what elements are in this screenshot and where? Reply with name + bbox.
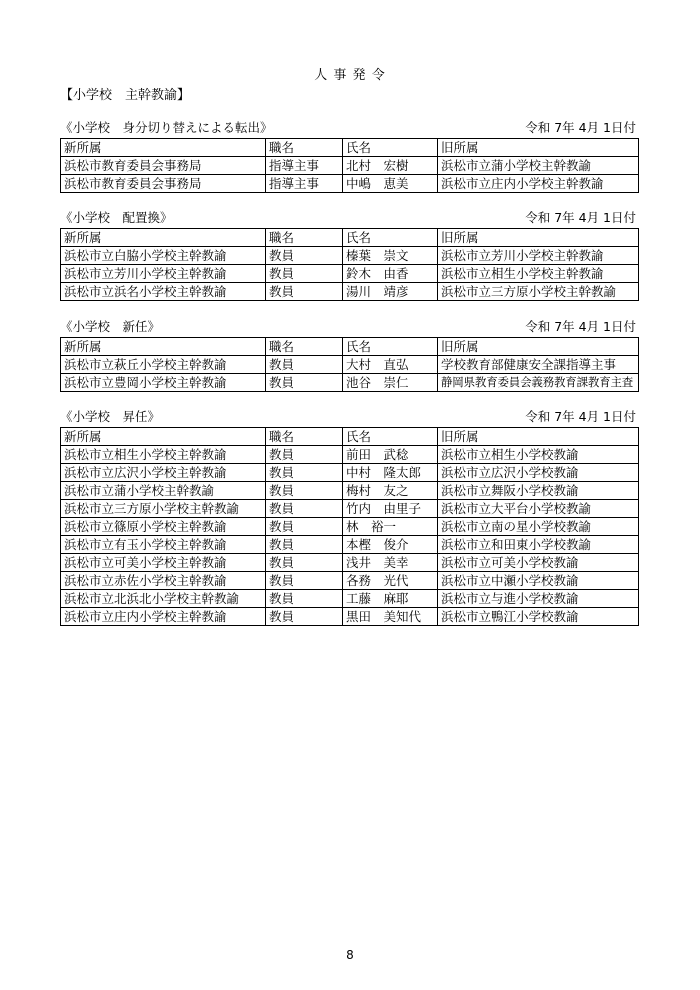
position-cell: 指導主事 (266, 175, 343, 193)
former-affiliation-cell: 浜松市立蒲小学校主幹教諭 (438, 157, 639, 175)
section-promotion (60, 409, 638, 626)
section-date: 令和 7年 4月 1日付 (525, 120, 636, 135)
table-row (61, 500, 639, 518)
position-cell: 教員 (266, 536, 343, 554)
new-affiliation-cell: 浜松市立萩丘小学校主幹教諭 (61, 356, 266, 374)
column-header: 氏名 (343, 338, 438, 356)
position-cell: 指導主事 (266, 157, 343, 175)
name-cell: 林 裕一 (343, 518, 438, 536)
table-row (61, 536, 639, 554)
new-affiliation-cell: 浜松市立三方原小学校主幹教諭 (61, 500, 266, 518)
section-title: 《小学校 配置換》 (60, 210, 173, 225)
name-cell: 工藤 麻耶 (343, 590, 438, 608)
position-cell: 教員 (266, 247, 343, 265)
former-affiliation-cell: 浜松市立和田東小学校教諭 (438, 536, 639, 554)
name-cell: 池谷 崇仁 (343, 374, 438, 392)
former-affiliation-cell: 浜松市立芳川小学校主幹教諭 (438, 247, 639, 265)
column-header: 新所属 (61, 229, 266, 247)
position-cell: 教員 (266, 608, 343, 626)
new-affiliation-cell: 浜松市立浜名小学校主幹教諭 (61, 283, 266, 301)
column-header: 新所属 (61, 428, 266, 446)
new-affiliation-cell: 浜松市立篠原小学校主幹教諭 (61, 518, 266, 536)
column-header: 氏名 (343, 229, 438, 247)
new-affiliation-cell: 浜松市立豊岡小学校主幹教諭 (61, 374, 266, 392)
former-affiliation-cell: 浜松市立相生小学校主幹教諭 (438, 265, 639, 283)
personnel-table (60, 337, 639, 392)
column-header: 新所属 (61, 338, 266, 356)
former-affiliation-cell: 学校教育部健康安全課指導主事 (438, 356, 639, 374)
name-cell: 竹内 由里子 (343, 500, 438, 518)
name-cell: 榛葉 崇文 (343, 247, 438, 265)
name-cell: 本樫 俊介 (343, 536, 438, 554)
position-cell: 教員 (266, 500, 343, 518)
name-cell: 湯川 靖彦 (343, 283, 438, 301)
table-row (61, 464, 639, 482)
name-cell: 北村 宏樹 (343, 157, 438, 175)
former-affiliation-cell: 浜松市立与進小学校教諭 (438, 590, 639, 608)
section-header (60, 319, 638, 335)
former-affiliation-cell: 浜松市立相生小学校教諭 (438, 446, 639, 464)
former-affiliation-cell: 浜松市立広沢小学校教諭 (438, 464, 639, 482)
column-header: 職名 (266, 428, 343, 446)
name-cell: 中嶋 恵美 (343, 175, 438, 193)
table-header-row (61, 139, 639, 157)
personnel-table (60, 138, 639, 193)
table-row (61, 572, 639, 590)
table-row (61, 175, 639, 193)
table-header-row (61, 229, 639, 247)
table-row (61, 356, 639, 374)
section-title: 《小学校 身分切り替えによる転出》 (60, 120, 273, 135)
document-title: 人 事 発 令 (314, 68, 386, 83)
former-affiliation-cell: 浜松市立可美小学校教諭 (438, 554, 639, 572)
position-cell: 教員 (266, 374, 343, 392)
former-affiliation-cell: 浜松市立中瀬小学校教諭 (438, 572, 639, 590)
section-header (60, 210, 638, 226)
new-affiliation-cell: 浜松市立北浜北小学校主幹教諭 (61, 590, 266, 608)
column-header: 新所属 (61, 139, 266, 157)
name-cell: 浅井 美幸 (343, 554, 438, 572)
section-title: 《小学校 新任》 (60, 319, 161, 334)
table-row (61, 482, 639, 500)
former-affiliation-cell: 静岡県教育委員会義務教育課教育主査 (438, 374, 639, 392)
column-header: 旧所属 (438, 338, 639, 356)
column-header: 職名 (266, 229, 343, 247)
name-cell: 梅村 友之 (343, 482, 438, 500)
section-title: 《小学校 昇任》 (60, 409, 161, 424)
new-affiliation-cell: 浜松市立白脇小学校主幹教諭 (61, 247, 266, 265)
name-cell: 大村 直弘 (343, 356, 438, 374)
section-transfer-out (60, 120, 638, 193)
position-cell: 教員 (266, 518, 343, 536)
table-row (61, 374, 639, 392)
table-row (61, 247, 639, 265)
new-affiliation-cell: 浜松市立相生小学校主幹教諭 (61, 446, 266, 464)
new-affiliation-cell: 浜松市立広沢小学校主幹教諭 (61, 464, 266, 482)
new-affiliation-cell: 浜松市教育委員会事務局 (61, 175, 266, 193)
new-affiliation-cell: 浜松市立赤佐小学校主幹教諭 (61, 572, 266, 590)
name-cell: 鈴木 由香 (343, 265, 438, 283)
column-header: 旧所属 (438, 139, 639, 157)
new-affiliation-cell: 浜松市立庄内小学校主幹教諭 (61, 608, 266, 626)
table-row (61, 554, 639, 572)
section-date: 令和 7年 4月 1日付 (525, 319, 636, 334)
former-affiliation-cell: 浜松市立三方原小学校主幹教諭 (438, 283, 639, 301)
table-row (61, 446, 639, 464)
column-header: 旧所属 (438, 428, 639, 446)
column-header: 旧所属 (438, 229, 639, 247)
section-header (60, 120, 638, 136)
table-row (61, 283, 639, 301)
position-cell: 教員 (266, 554, 343, 572)
name-cell: 黒田 美知代 (343, 608, 438, 626)
personnel-table (60, 228, 639, 301)
personnel-table (60, 427, 639, 626)
table-row (61, 608, 639, 626)
column-header: 氏名 (343, 428, 438, 446)
former-affiliation-cell: 浜松市立舞阪小学校教諭 (438, 482, 639, 500)
table-row (61, 590, 639, 608)
table-header-row (61, 428, 639, 446)
former-affiliation-cell: 浜松市立庄内小学校主幹教諭 (438, 175, 639, 193)
new-affiliation-cell: 浜松市立可美小学校主幹教諭 (61, 554, 266, 572)
new-affiliation-cell: 浜松市教育委員会事務局 (61, 157, 266, 175)
position-cell: 教員 (266, 482, 343, 500)
name-cell: 中村 隆太郎 (343, 464, 438, 482)
section-reassignment (60, 210, 638, 301)
position-cell: 教員 (266, 283, 343, 301)
position-cell: 教員 (266, 265, 343, 283)
page-number: 8 (346, 948, 354, 962)
section-header (60, 409, 638, 425)
new-affiliation-cell: 浜松市立有玉小学校主幹教諭 (61, 536, 266, 554)
table-row (61, 518, 639, 536)
former-affiliation-cell: 浜松市立大平台小学校教諭 (438, 500, 639, 518)
section-new-appointment (60, 319, 638, 392)
position-cell: 教員 (266, 572, 343, 590)
position-cell: 教員 (266, 464, 343, 482)
former-affiliation-cell: 浜松市立南の星小学校教諭 (438, 518, 639, 536)
table-row (61, 157, 639, 175)
table-header-row (61, 338, 639, 356)
column-header: 職名 (266, 338, 343, 356)
new-affiliation-cell: 浜松市立芳川小学校主幹教諭 (61, 265, 266, 283)
position-cell: 教員 (266, 590, 343, 608)
new-affiliation-cell: 浜松市立蒲小学校主幹教諭 (61, 482, 266, 500)
document-heading: 【小学校 主幹教諭】 (60, 88, 191, 103)
column-header: 職名 (266, 139, 343, 157)
section-date: 令和 7年 4月 1日付 (525, 409, 636, 424)
name-cell: 各務 光代 (343, 572, 438, 590)
position-cell: 教員 (266, 446, 343, 464)
position-cell: 教員 (266, 356, 343, 374)
column-header: 氏名 (343, 139, 438, 157)
name-cell: 前田 武稔 (343, 446, 438, 464)
former-affiliation-cell: 浜松市立鴨江小学校教諭 (438, 608, 639, 626)
section-date: 令和 7年 4月 1日付 (525, 210, 636, 225)
table-row (61, 265, 639, 283)
